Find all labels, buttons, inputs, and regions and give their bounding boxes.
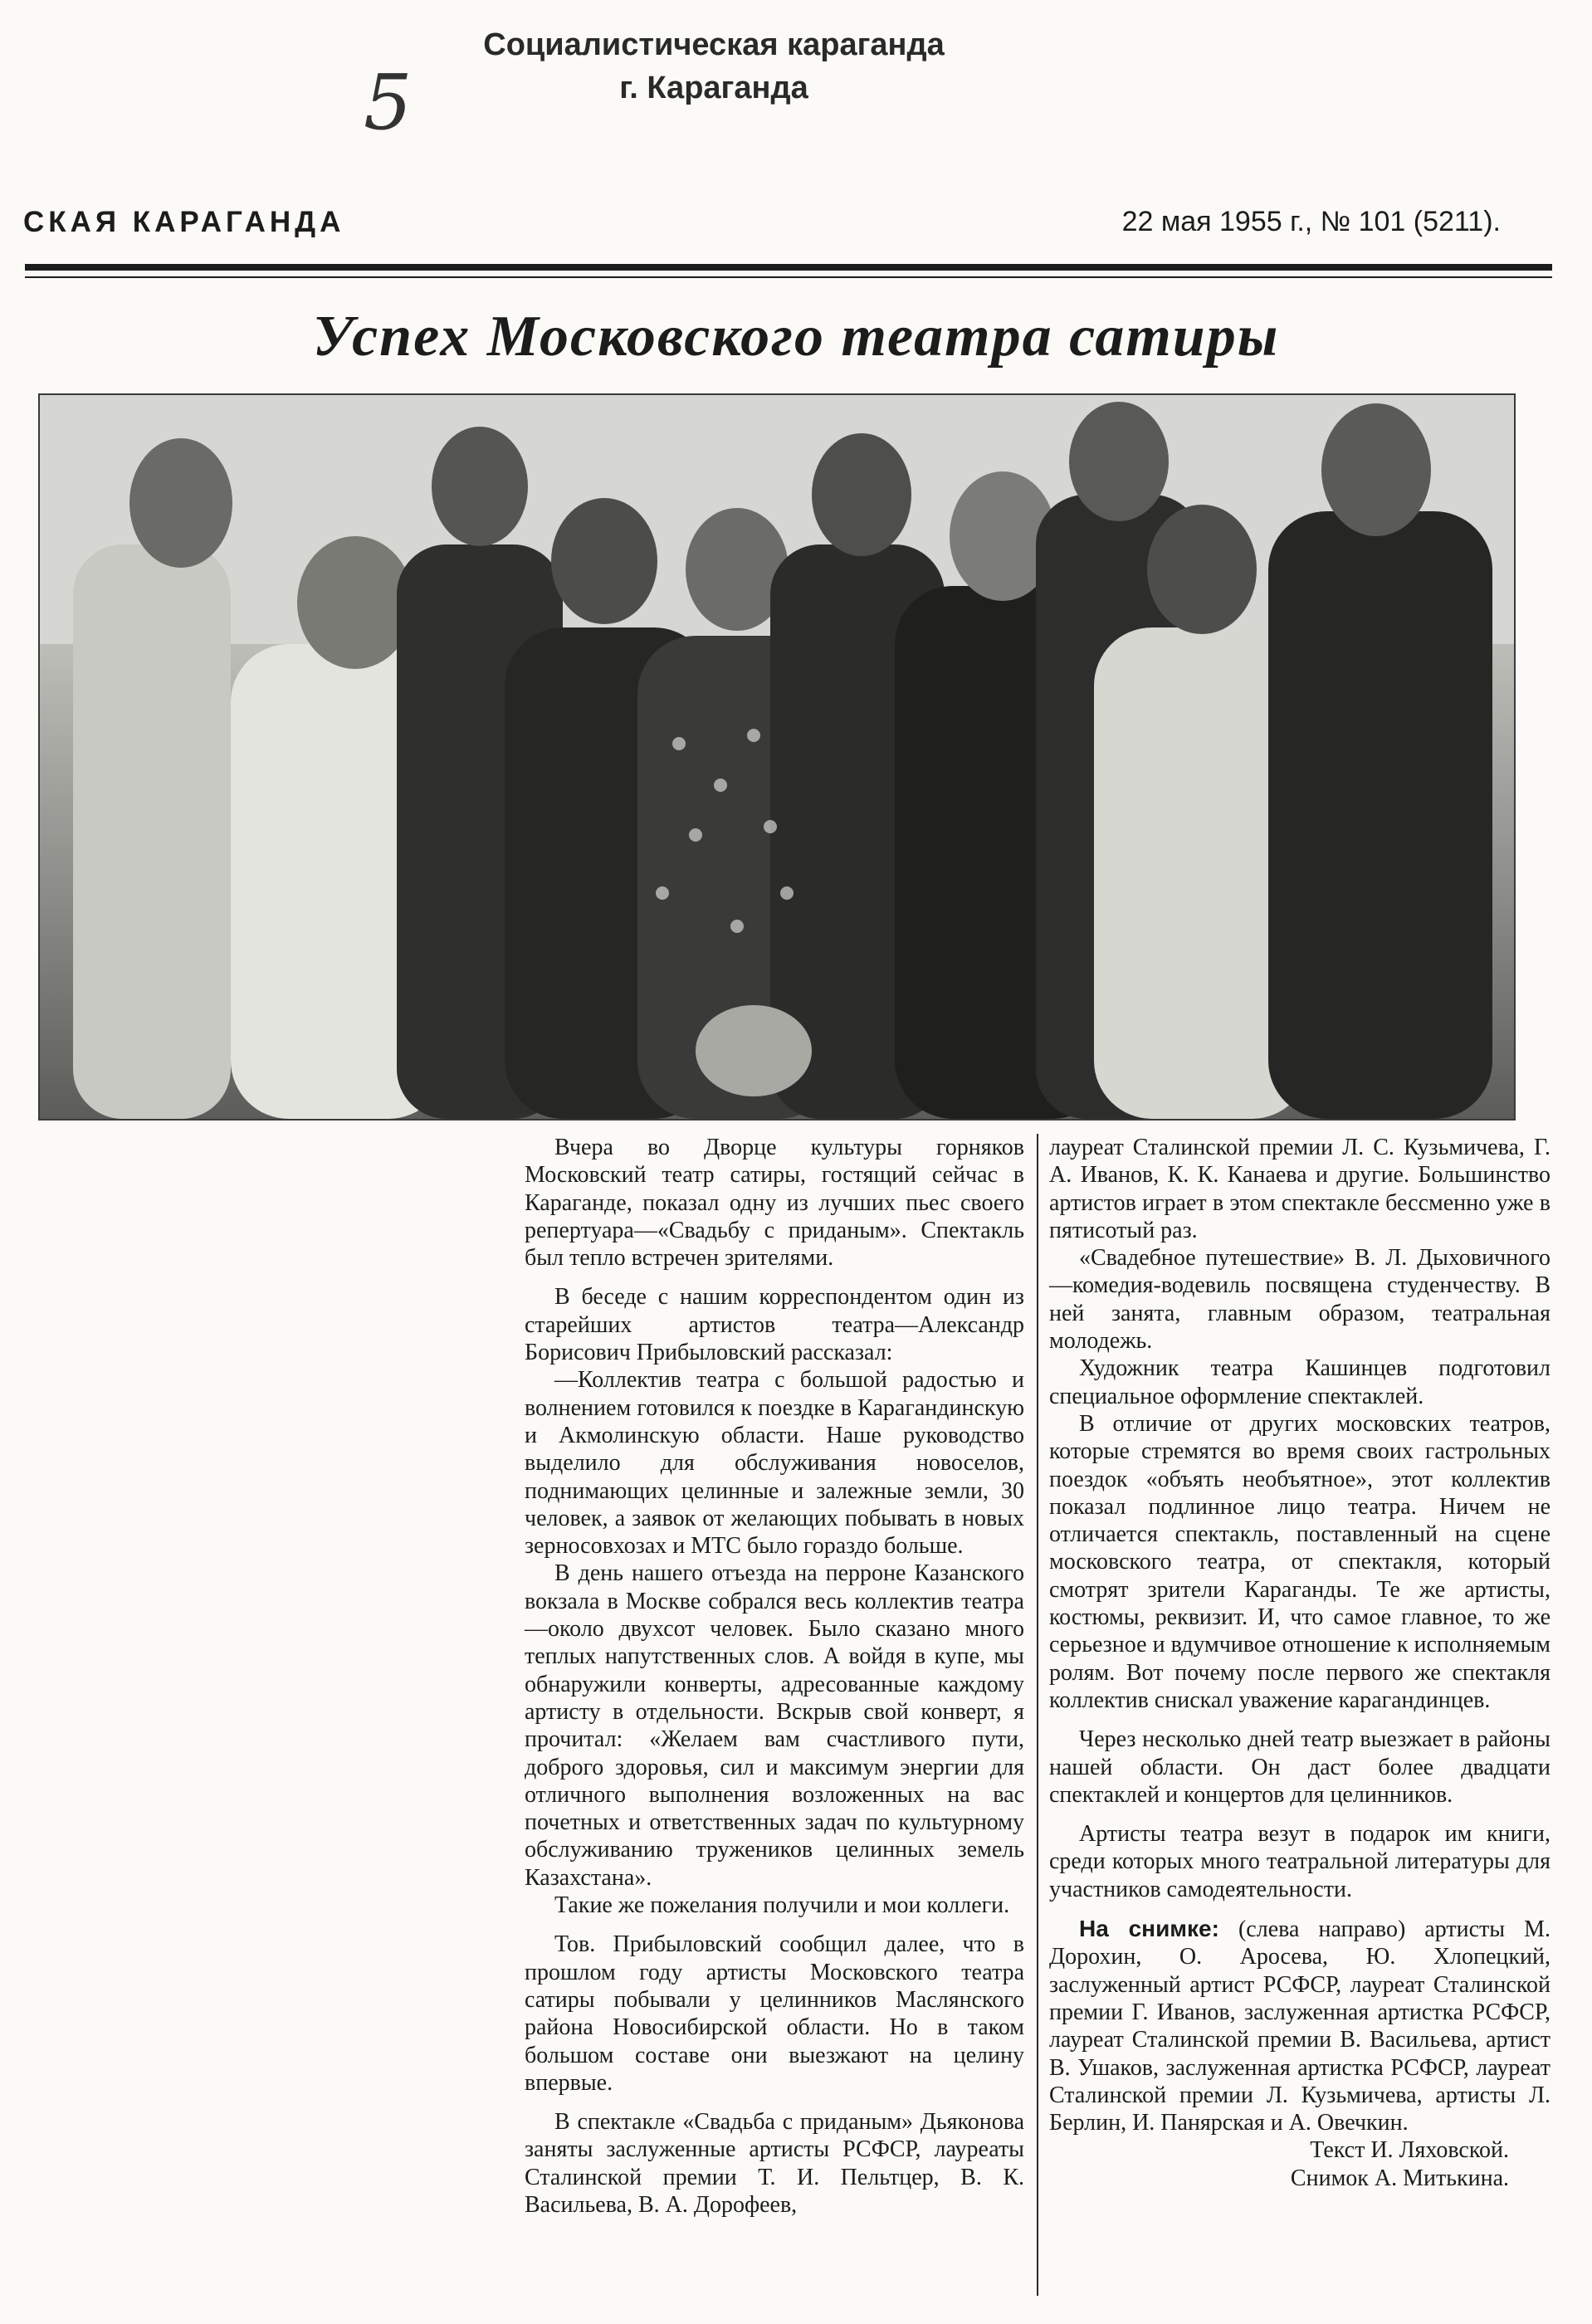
text-credit: Текст И. Ляховской. [1310, 2137, 1509, 2164]
photo-caption [1049, 1915, 1550, 2136]
article-column-2 [1049, 1134, 1550, 2192]
article-column-1 [525, 1134, 1024, 2219]
caption-lead: На снимке: [1079, 1916, 1219, 1942]
archive-stamp [465, 23, 963, 110]
paragraph: Вчера во Дворце культуры горняков Московский театр сатиры, гостящий сейчас в Караганде, показал одну из лучших пьес своего репертуара—«Свадьбу с приданым». Спектакль был тепло встречен зрителями. [525, 1135, 1024, 1272]
paragraph: В отличие от других московских театров, которые стремятся во время своих гастрольных поездок «объять необъятное», этот коллектив показал подлинное лицо театра. Ничем не отличается спектакль, поставленный на сцене московского театра, от спектакля, который смотрят зрители Караганды. Те же артисты, костюмы, реквизит. И, что самое главное, то же серьезное и вдумчивое отношение к исполняемым ролям. Вот почему после первого же спектакля коллектив снискал уважение карагандинцев. [1049, 1410, 1550, 1713]
photo-credit: Снимок А. Митькина. [1290, 2165, 1509, 2191]
paragraph: лауреат Сталинской премии Л. С. Кузьмичева, Г. А. Иванов, К. К. Канаева и другие. Большинство артистов играет в этом спектакле бессменно уже в пятисотый раз. [1049, 1135, 1550, 1243]
paragraph: «Свадебное путешествие» В. Л. Дыховичного—комедия-водевиль посвящена студенчеству. В ней занята, главным образом, театральная молодежь. [1049, 1245, 1550, 1355]
stamp-line-1: Социалистическая караганда [483, 27, 945, 62]
issue-date: 22 мая 1955 г., № 101 (5211). [1121, 206, 1501, 237]
paragraph: Тов. Прибыловский сообщил далее, что в прошлом году артисты Московского театра сатиры побывали у целинников Маслянского района Новосибирской области. Но в таком большом составе они выезжают на целину впервые. [525, 1931, 1024, 2096]
column-divider [1037, 1134, 1038, 2296]
caption-text: (слева направо) артисты М. Дорохин, О. Аросева, Ю. Хлопецкий, заслуженный артист РСФСР, лауреат Сталинской премии Г. Иванов, заслуженная артистка РСФСР, лауреат Сталинской премии В. Васильева, артист В. Ушаков, заслуженная артистка РСФСР, лауреат Сталинской премии Л. Кузьмичева, артисты Л. Берлин, И. Панярская и А. Овечкин. [1049, 1916, 1550, 2136]
paragraph: В беседе с нашим корреспондентом один из старейших артистов театра—Александр Борисович Прибыловский рассказал: [525, 1284, 1024, 1366]
group-photo [38, 393, 1516, 1120]
stamp-line-2: г. Караганда [619, 71, 808, 105]
paragraph: —Коллектив театра с большой радостью и волнением готовился к поездке в Карагандинскую и Акмолинскую области. Наше руководство выделило для обслуживания новоселов, поднимающих целинные и залежные земли, 30 человек, а заявок от желающих побывать в новых зерносовхозах и МТС было гораздо больше. [525, 1367, 1024, 1560]
handwritten-mark: 5 [364, 58, 413, 147]
paragraph: В спектакле «Свадьба с приданым» Дьяконова заняты заслуженные артисты РСФСР, лауреаты Сталинской премии Т. И. Пельтцер, В. К. Васильева, В. А. Дорофеев, [525, 2109, 1024, 2218]
paragraph: Артисты театра везут в подарок им книги, среди которых много театральной литературы для участников самодеятельности. [1049, 1821, 1550, 1902]
masthead-rule-thin [25, 276, 1552, 278]
newspaper-name: СКАЯ КАРАГАНДА [23, 206, 345, 238]
paragraph: В день нашего отъезда на перроне Казанского вокзала в Москве собрался весь коллектив театра—около двухсот человек. Было сказано много теплых напутственных слов. А войдя в купе, мы обнаружили конверты, адресованные каждому артисту в отдельности. Вскрыв свой конверт, я прочитал: «Желаем вам счастливого пути, доброго здоровья, сил и максимум энергии для отличного выполнения возложенных на вас почетных и ответственных задач по культурному обслуживанию тружеников целинных земель Казахстана». [525, 1560, 1024, 1891]
paragraph: Художник театра Кашинцев подготовил специальное оформление спектаклей. [1049, 1355, 1550, 1409]
paragraph: Такие же пожелания получили и мои коллеги. [554, 1892, 1010, 1919]
masthead [23, 206, 1567, 256]
masthead-rule [25, 264, 1552, 271]
paragraph: Через несколько дней театр выезжает в районы нашей области. Он даст более двадцати спектаклей и концертов для целинников. [1049, 1726, 1550, 1808]
article-headline: Успех Московского театра сатиры [312, 305, 1280, 369]
group-photo-image [40, 395, 1514, 1119]
